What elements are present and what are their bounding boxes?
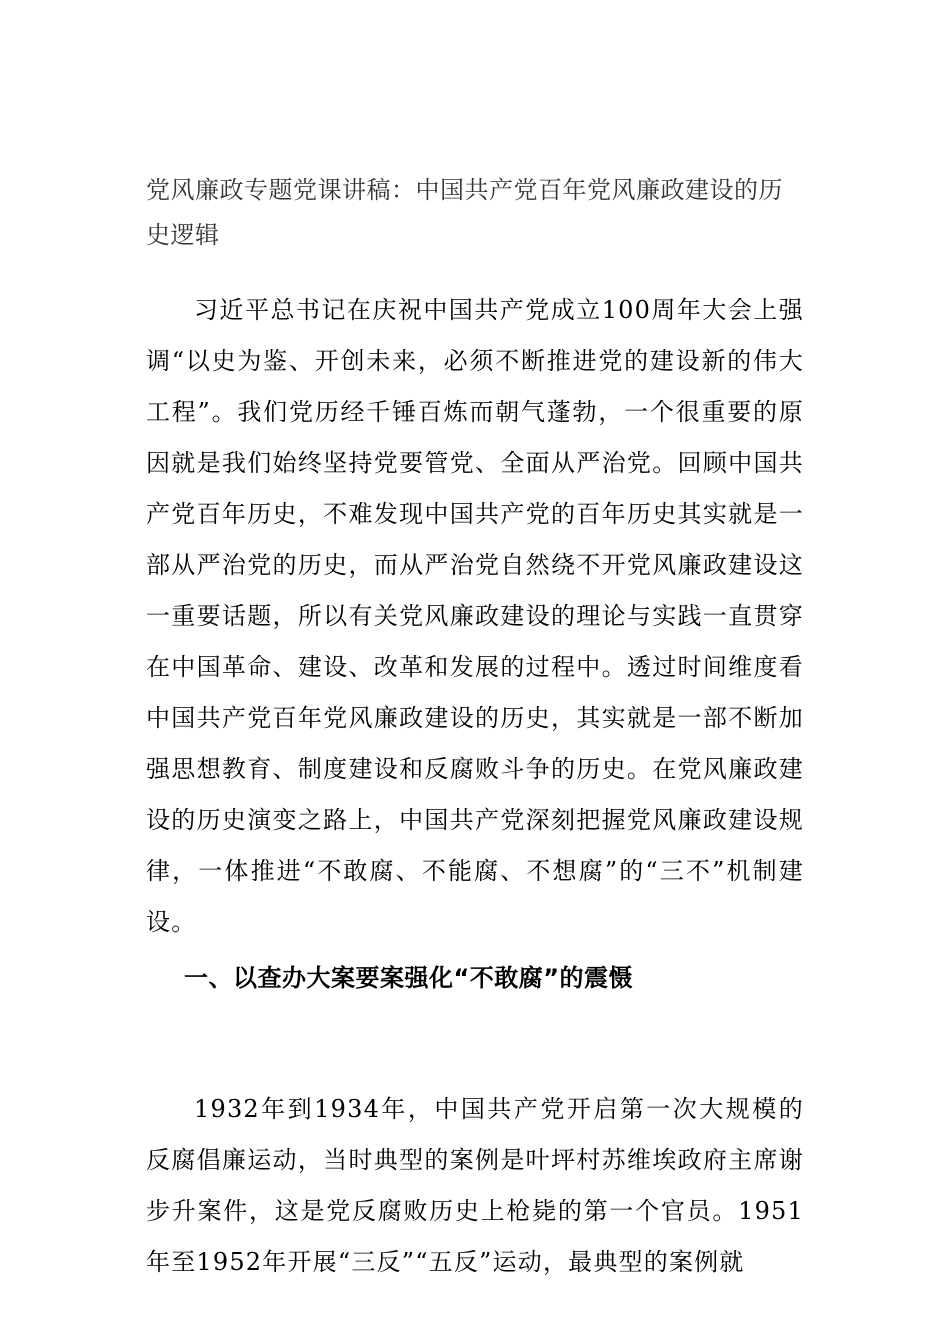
section-paragraph: 1932年到1934年，中国共产党开启第一次大规模的反腐倡廉运动，当时典型的案例是叶坪村苏维埃政府主席谢步升案件，这是党反腐败历史上枪毙的第一个官员。1951年至1952年开展“三反”“五反”运动，最典型的案例就 bbox=[146, 1095, 804, 1276]
intro-paragraph: 习近平总书记在庆祝中国共产党成立100周年大会上强调“以史为鉴、开创未来，必须不断推进党的建设新的伟大工程”。我们党历经千锤百炼而朝气蓬勃，一个很重要的原因就是我们始终坚持党要管党、全面从严治党。回顾中国共产党百年历史，不难发现中国共产党的百年历史其实就是一部从严治党的历史，而从严治党自然绕不开党风廉政建设这一重要话题，所以有关党风廉政建设的理论与实践一直贯穿在中国革命、建设、改革和发展的过程中。透过时间维度看中国共产党百年党风廉政建设的历史，其实就是一部不断加强思想教育、制度建设和反腐败斗争的历史。在党风廉政建设的历史演变之路上，中国共产党深刻把握党风廉政建设规律，一体推进“不敢腐、不能腐、不想腐”的“三不”机制建设。 bbox=[146, 296, 804, 936]
section-heading: 一、以查办大案要案强化“不敢腐”的震慑 bbox=[184, 964, 634, 992]
document-title: 党风廉政专题党课讲稿：中国共产党百年党风廉政建设的历史逻辑 bbox=[146, 176, 783, 249]
